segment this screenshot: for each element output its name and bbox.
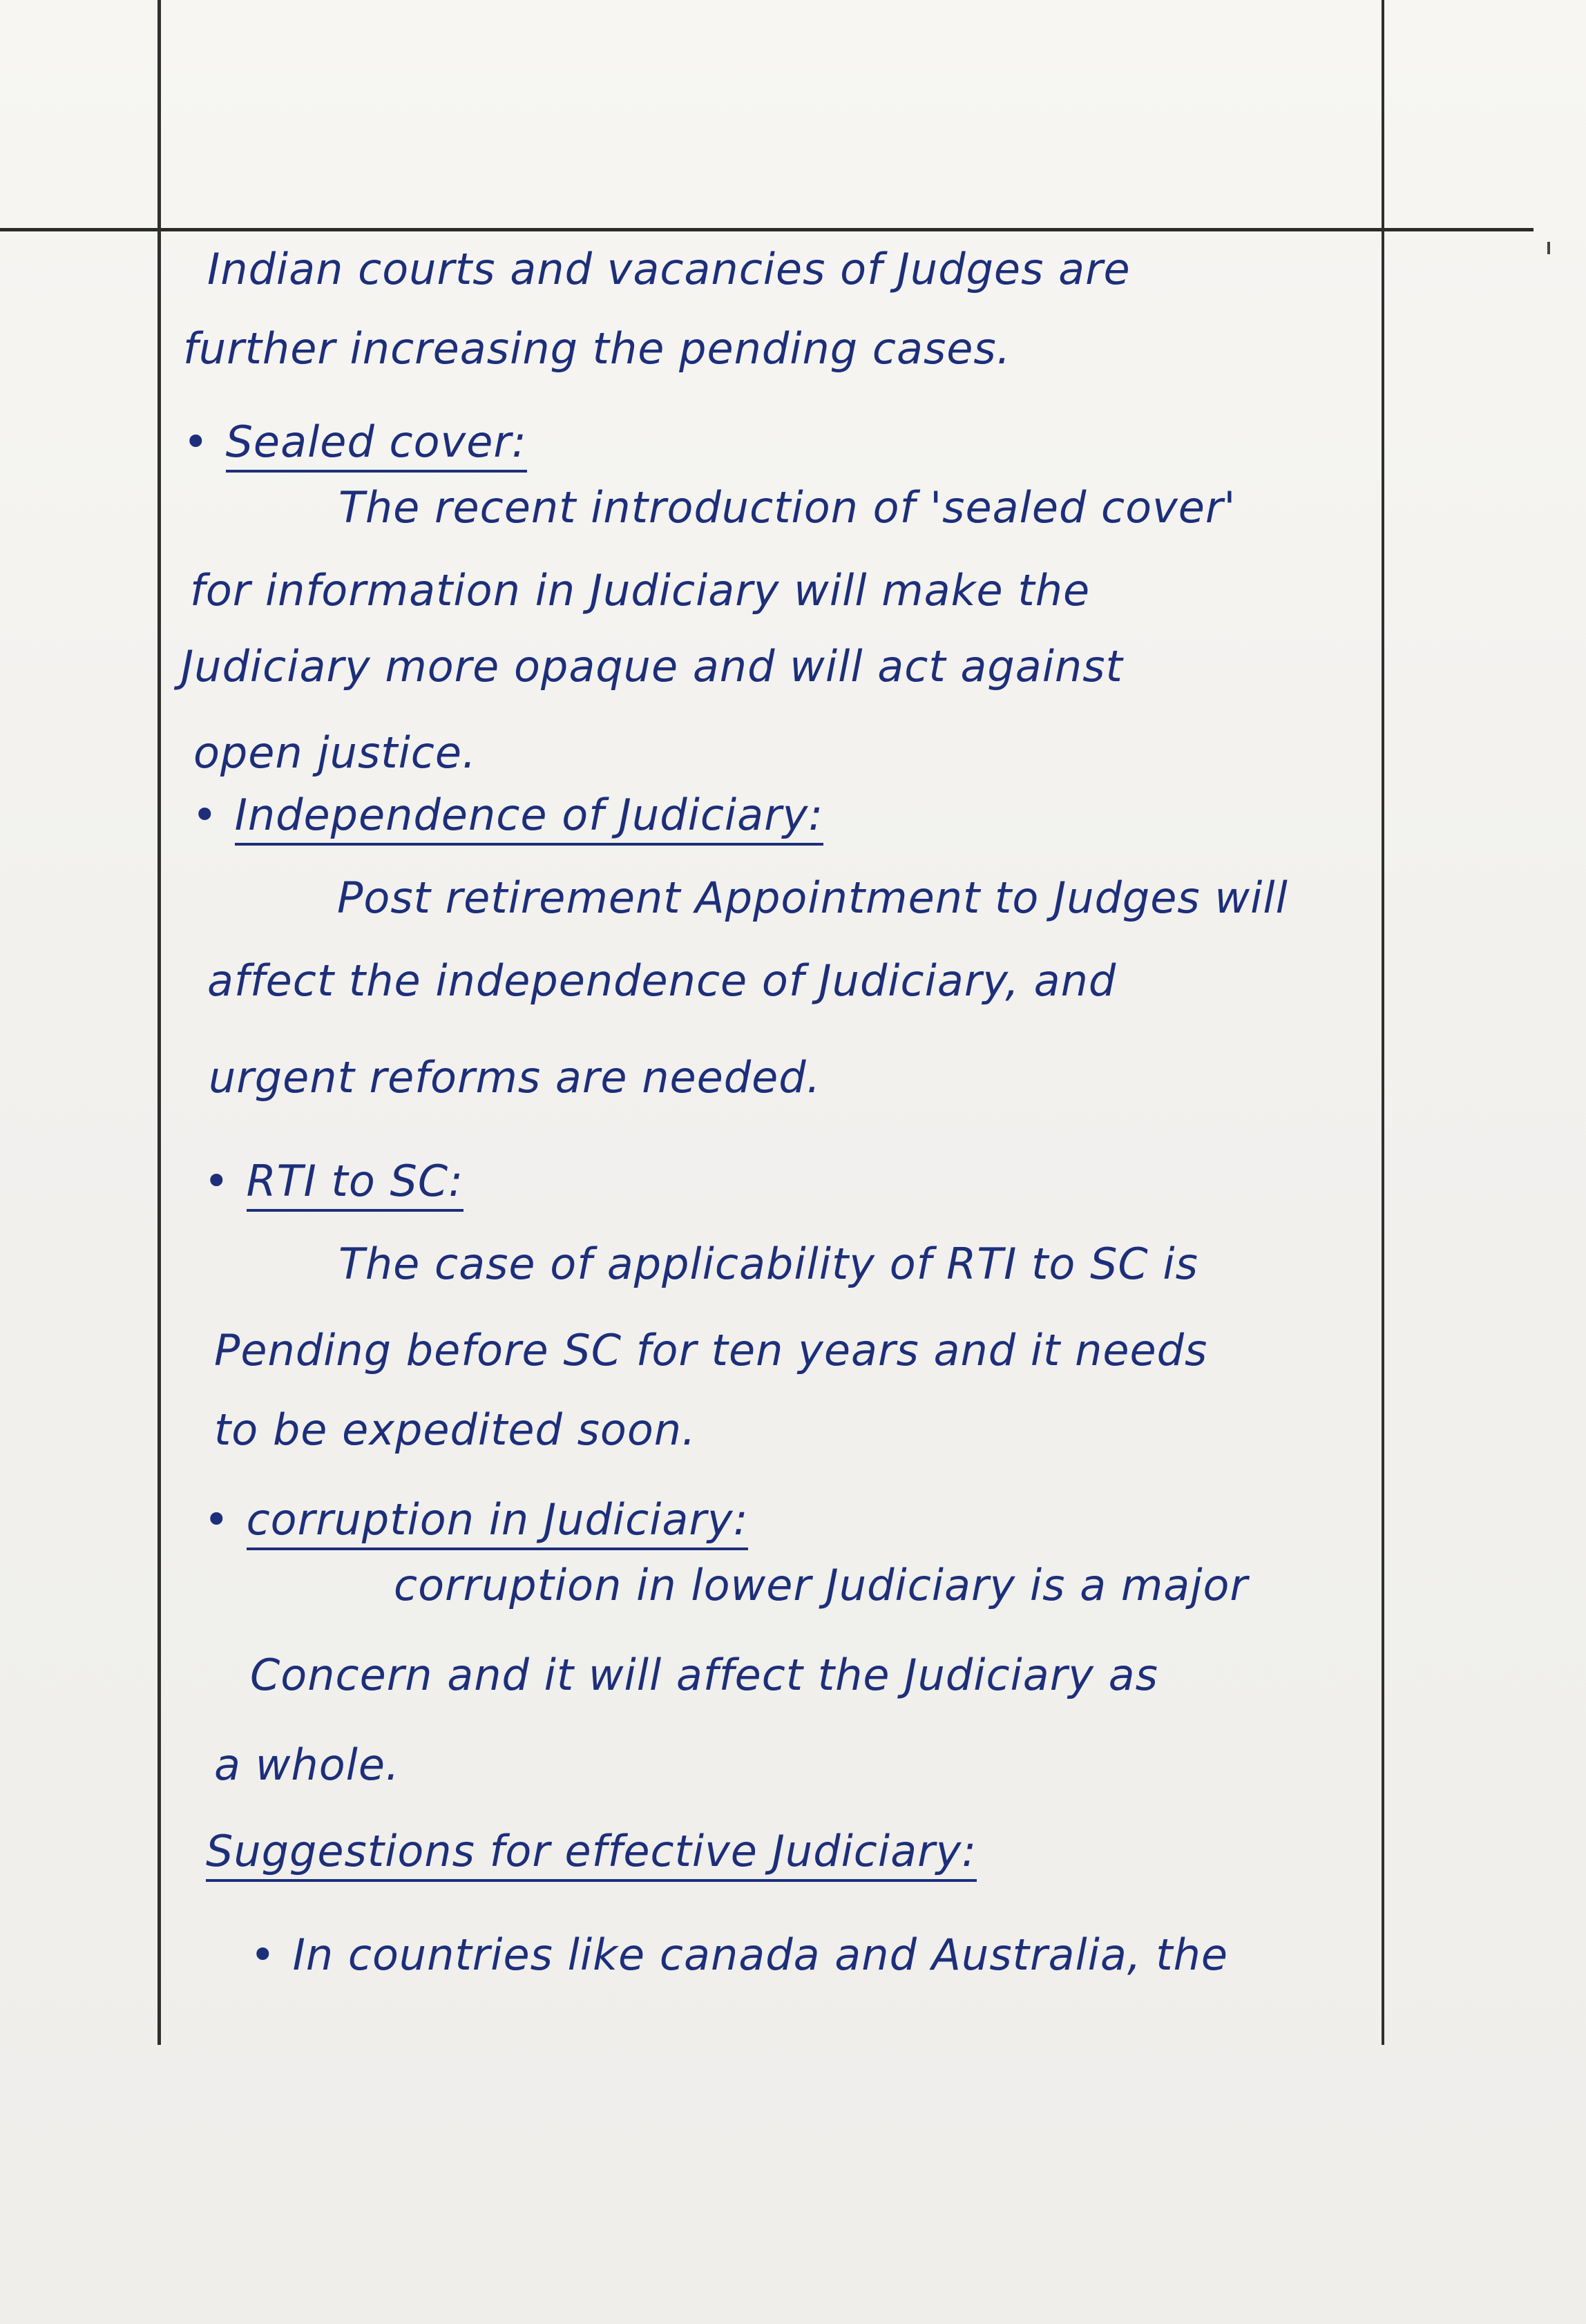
text-line: to be expedited soon. [214, 1404, 696, 1455]
heading-text: Sealed cover: [226, 417, 527, 473]
text-line: urgent reforms are needed. [209, 1052, 821, 1103]
heading-corruption [204, 1492, 748, 1547]
text-line: for information in Judiciary will make the [190, 565, 1091, 616]
text-line: Indian courts and vacancies of Judges are [207, 244, 1131, 294]
text-line: corruption in lower Judiciary is a major [394, 1560, 1248, 1610]
left-margin-rule [157, 0, 161, 2045]
text-line: Post retirement Appointment to Judges will [337, 873, 1288, 923]
heading-suggestions [206, 1824, 977, 1879]
text-line: affect the independence of Judiciary, and [207, 955, 1117, 1006]
edge-mark [1547, 242, 1550, 254]
text-line: Judiciary more opaque and will act against [181, 641, 1123, 692]
right-margin-rule [1382, 0, 1384, 2045]
heading-text: RTI to SC: [247, 1156, 464, 1212]
text-line: further increasing the pending cases. [183, 323, 1011, 374]
heading-independence [192, 788, 823, 843]
text-line: • In countries like canada and Australia, the [250, 1927, 1228, 1983]
text-line: Concern and it will affect the Judiciary as [250, 1650, 1158, 1700]
text-line: The recent introduction of 'sealed cover' [338, 482, 1236, 533]
heading-text: corruption in Judiciary: [247, 1494, 749, 1550]
heading-rti-to-sc [204, 1154, 464, 1209]
text-line: The case of applicability of RTI to SC is [338, 1239, 1198, 1289]
heading-sealed-cover [183, 415, 527, 470]
heading-text: Independence of Judiciary: [235, 790, 824, 846]
text-line: Pending before SC for ten years and it needs [214, 1325, 1208, 1375]
heading-text: Suggestions for effective Judiciary: [206, 1826, 977, 1882]
top-margin-rule [0, 228, 1534, 231]
text-line: a whole. [214, 1740, 400, 1790]
text-line: open justice. [193, 727, 477, 778]
